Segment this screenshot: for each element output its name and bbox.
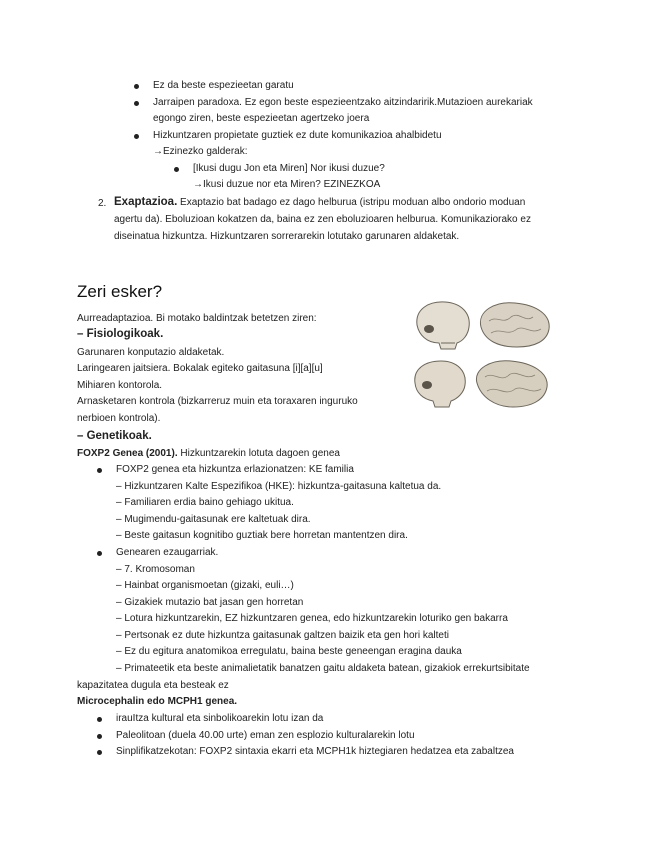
list-dash-item: – Pertsonak ez dute hizkuntza gaitasunak galtzen baizik eta gen hori kalteti — [116, 630, 449, 641]
numbered-item — [114, 196, 525, 208]
list-item: Paleolitoan (duela 40.00 urte) eman zen esplozio kulturalarekin lotu — [116, 730, 415, 741]
list-dash-item: – Gizakiek mutazio bat jasan gen horretan — [116, 597, 304, 608]
gene-title: FOXP2 Genea (2001). — [77, 448, 178, 459]
section-heading: Zeri esker? — [77, 282, 163, 301]
list-item: Jarraipen paradoxa. Ez egon beste espezieentzako aitzindaririk.Mutazioen aurekariak — [153, 97, 533, 108]
numbered-item-line: agertu da). Eboluzioan kokatzen da, baina ez zen eboluzioaren helburua. Komunikaziorako ez — [114, 214, 531, 225]
list-dash-item: – Mugimendu-gaitasunak ere kaltetuak dira. — [116, 514, 311, 525]
list-dash-item: – Primateetik eta beste animalietatik banatzen gaitu aldaketa batean, gizakiok errekurtsibitate — [116, 663, 530, 674]
paragraph: kapazitatea dugula eta besteak ez — [77, 680, 229, 691]
paragraph: Arnasketaren kontrola (bizkarreruz muin eta toraxaren inguruko — [77, 396, 358, 407]
list-item: FOXP2 genea eta hizkuntza erlazionatzen: KE familia — [116, 464, 354, 475]
list-dash-item: – 7. Kromosoman — [116, 564, 195, 575]
list-dash-item: – Beste gaitasun kognitibo guztiak bere horretan mantentzen dira. — [116, 530, 408, 541]
paragraph: nerbioen kontrola). — [77, 413, 161, 424]
skull-icon — [415, 361, 465, 407]
list-dash-item: – Lotura hizkuntzarekin, EZ hizkuntzaren genea, edo hizkuntzarekin loturiko gen bakarra — [116, 613, 508, 624]
paragraph: Garunaren konputazio aldaketak. — [77, 347, 225, 358]
gene-title: Microcephalin edo MCPH1 genea. — [77, 696, 238, 707]
numbered-item-line: diseinatua hizkuntza. Hizkuntzaren sorrerarekin lotutako garunaren aldaketak. — [114, 231, 460, 242]
list-dash-item: – Ez du egitura anatomikoa erregulatu, baina beste geneengan eragina dauka — [116, 646, 462, 657]
paragraph: Aurreadaptazioa. Bi motako baldintzak betetzen ziren: — [77, 313, 317, 324]
brain-icon — [480, 303, 549, 347]
gene-desc: Hizkuntzarekin lotuta dagoen genea — [177, 448, 340, 459]
paragraph: Mihiaren kontorola. — [77, 380, 163, 391]
subheading: – Genetikoak. — [77, 430, 152, 442]
skulls-brains-illustration — [411, 297, 557, 415]
paragraph — [77, 448, 340, 459]
numbered-item-title: Exaptazioa. — [114, 196, 178, 208]
list-dash-item: – Familiaren erdia baino gehiago ukitua. — [116, 497, 294, 508]
list-item: Sinplifikatzekotan: FOXP2 sintaxia ekarri eta MCPH1k hiztegiaren hedatzea eta zabaltzea — [116, 746, 514, 757]
list-item-continuation: egongo ziren, beste espezieetan agertzeko joera — [153, 113, 370, 124]
brain-icon — [476, 361, 547, 407]
list-item-nested-sub: →Ikusi duzue nor eta Miren? EZINEZKOA — [193, 179, 381, 190]
list-dash-item: – Hizkuntzaren Kalte Espezifikoa (HKE): hizkuntza-gaitasuna kaltetua da. — [116, 481, 442, 492]
list-item-nested: [Ikusi dugu Jon eta Miren] Nor ikusi duzue? — [193, 163, 385, 174]
list-item: irauItza kultural eta sinbolikoarekin lotu izan da — [116, 713, 324, 724]
numbered-item-text: Exaptazio bat badago ez dago helburua (istripu moduan albo ondorio moduan — [177, 197, 526, 208]
subheading: – Fisiologikoak. — [77, 328, 164, 340]
list-item-sub: →Ezinezko galderak: — [153, 146, 248, 157]
list-number: 2. — [98, 198, 107, 209]
list-item: Genearen ezaugarriak. — [116, 547, 219, 558]
list-dash-item: – Hainbat organismoetan (gizaki, euli…) — [116, 580, 294, 591]
paragraph: Laringearen jaitsiera. Bokalak egiteko gaitasuna [i][a][u] — [77, 363, 323, 374]
skull-icon — [417, 302, 469, 349]
list-item: Ez da beste espezieetan garatu — [153, 80, 294, 91]
list-item: Hizkuntzaren propietate guztiek ez dute komunikazioa ahalbidetu — [153, 130, 442, 141]
